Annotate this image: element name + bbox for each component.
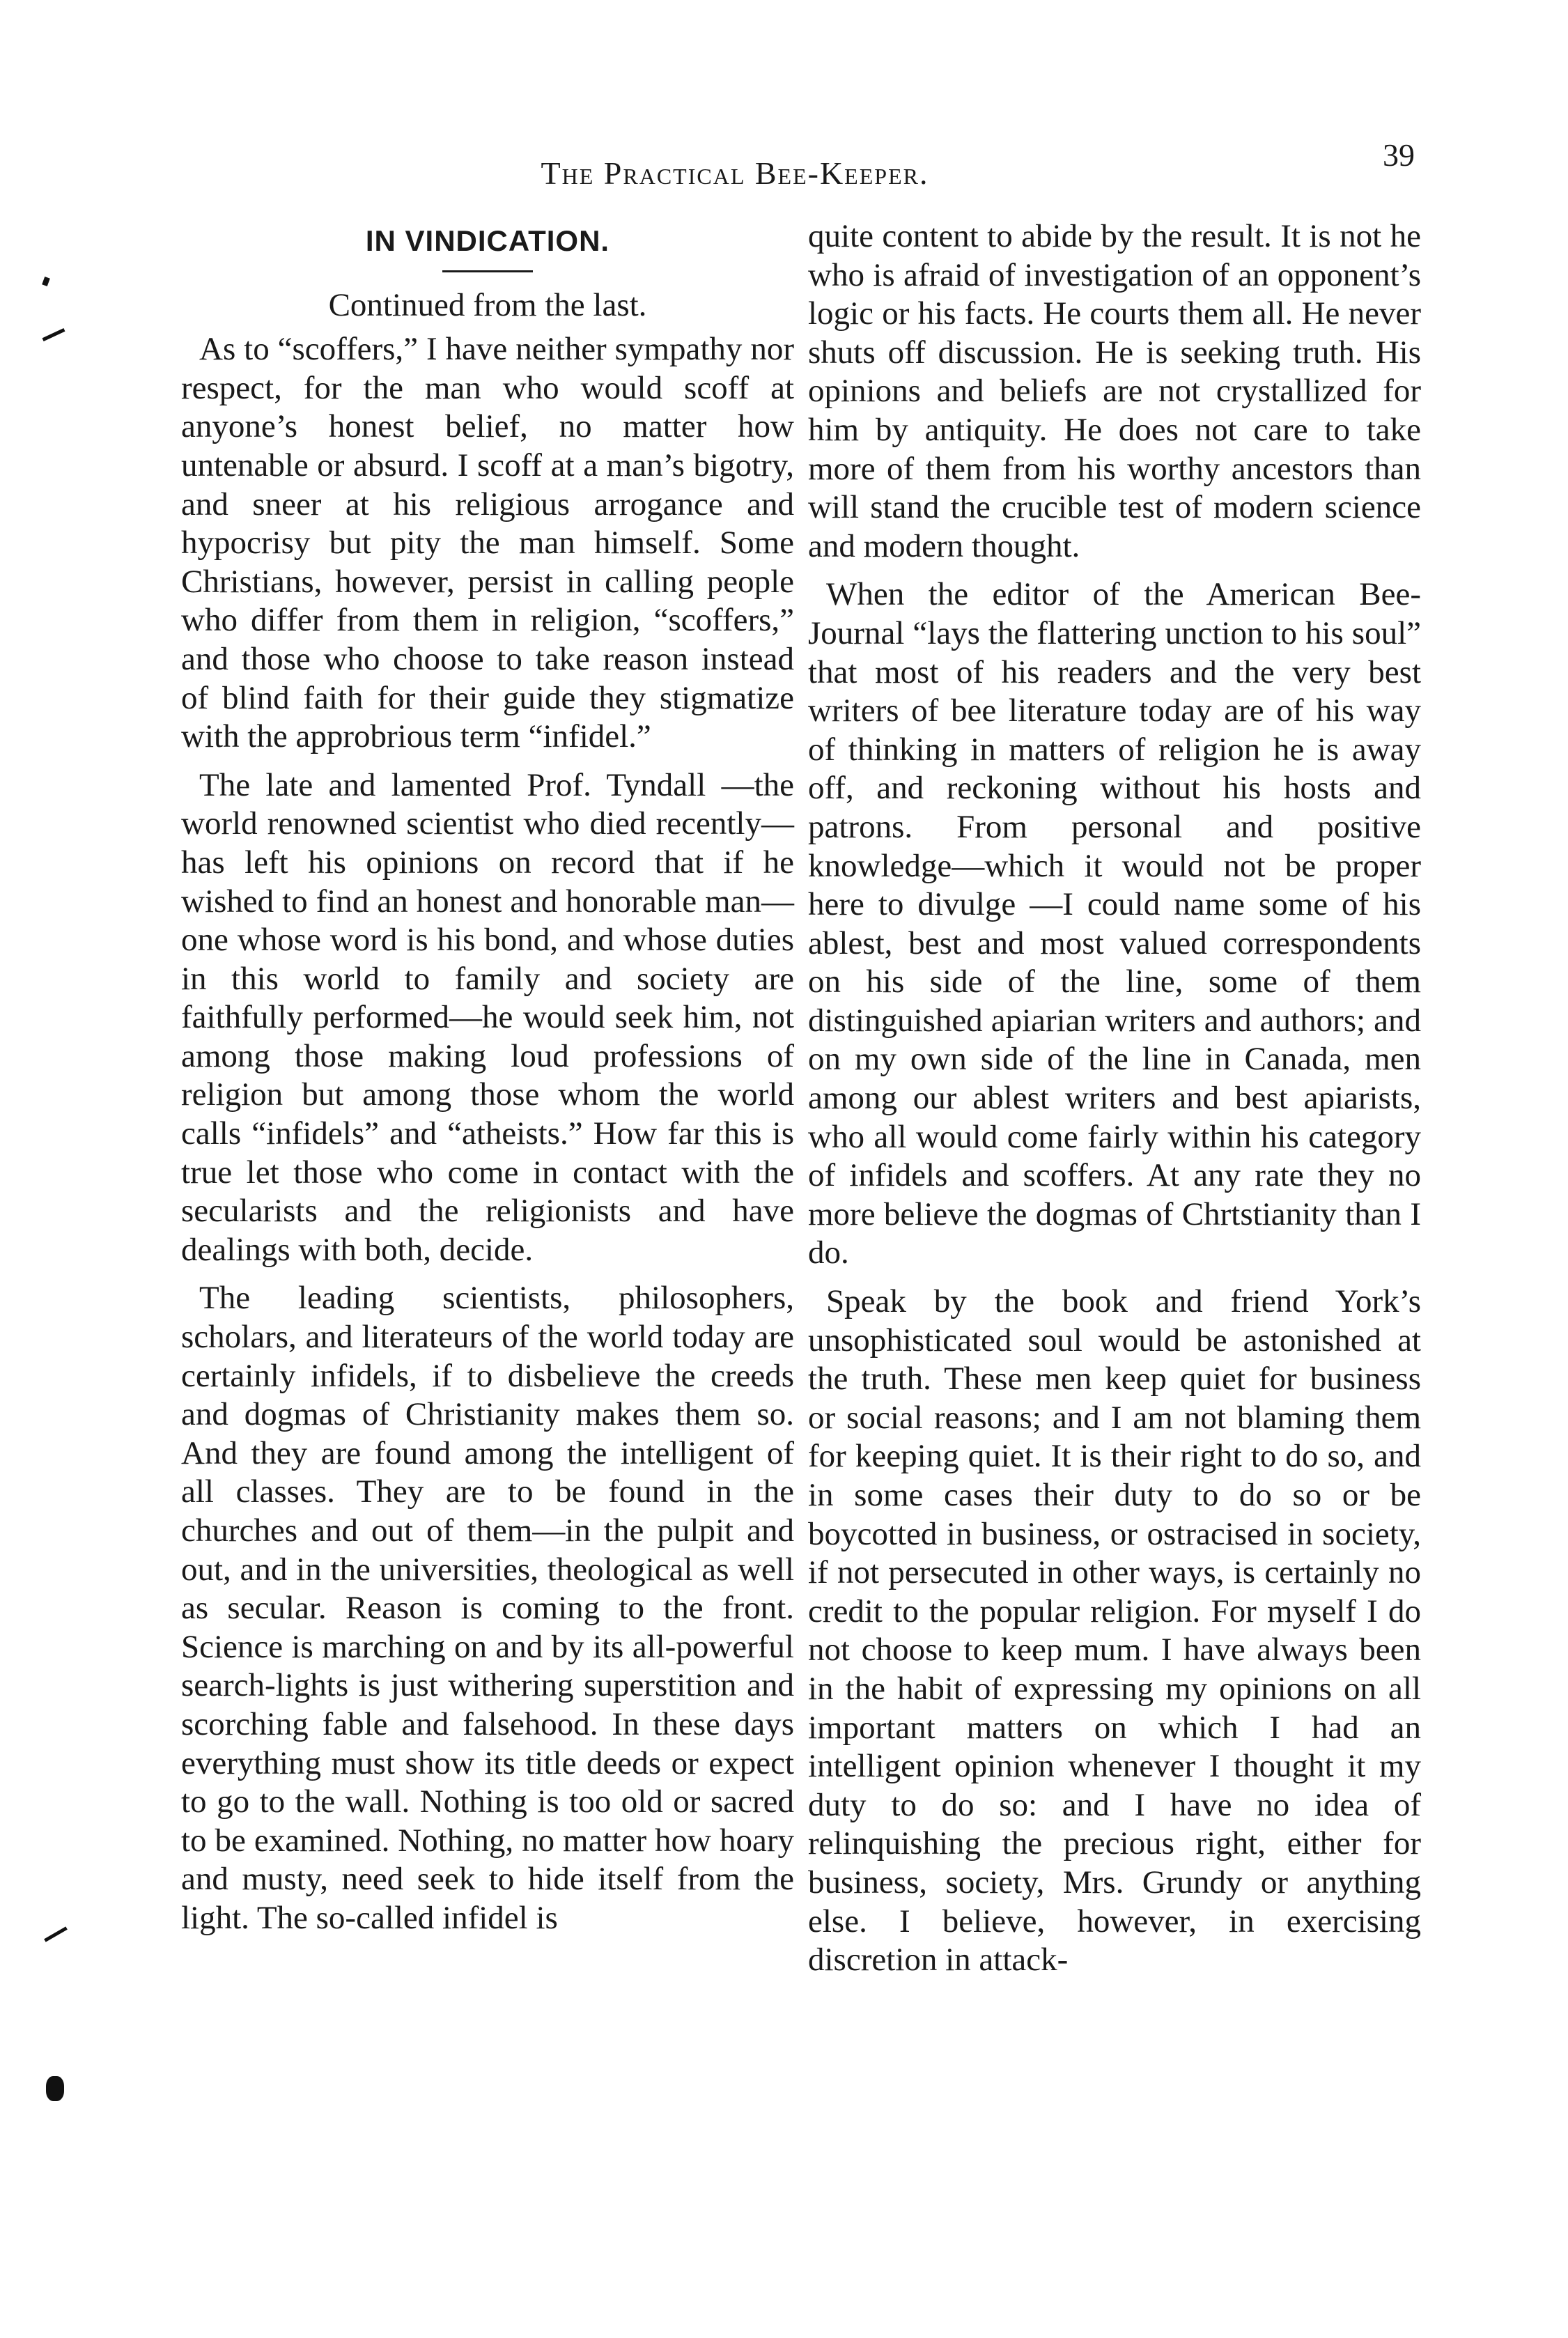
page-number: 39	[1383, 137, 1415, 173]
paragraph: The late and lamented Prof. Tyndall —the world renowned scientist who died recently—has left his opinions on record that if he wished to find an honest and honorable man—one whose word is his bond, and whose duties in this world to family and society are faithfully performed—he would seek him, not among those making loud professions of religion but among those whom the world calls “infidels” and “atheists.” How far this is true let those who come in contact with the secularists and the religionists and have dealings with both, decide.	[181, 766, 794, 1268]
margin-mark	[44, 1926, 68, 1942]
paragraph-continuation: quite content to abide by the result. It is not he who is afraid of investigation of an opponent’s logic or his facts. He courts them all. He never shuts off discussion. He is seeking truth. His opinions and beliefs are not crystallized for him by antiquity. He does not care to take more of them from his worthy ancestors than will stand the crucible test of modern science and modern thought.	[808, 218, 1421, 564]
article-heading: IN VINDICATION.	[365, 224, 610, 257]
left-column	[181, 217, 794, 1948]
heading-rule	[442, 270, 533, 272]
margin-mark	[46, 2076, 64, 2101]
paragraph: Speak by the book and friend York’s unsophisticated soul would be astonished at the truth. These men keep quiet for business or social reasons; and I am not blaming them for keeping quiet. It is their right to do so, and in some cases their duty to do so or be boycotted in business, or ostracised in society, if not persecuted in other ways, is certainly no credit to the popular religion. For myself I do not choose to keep mum. I have always been in the habit of expressing my opinions on all important matters on which I had an intelligent opinion whenever I thought it my duty to do so: and I have no idea of relinquishing the precious right, either for business, society, Mrs. Grundy or anything else. I believe, however, in exercising discretion in attack-	[808, 1283, 1421, 1979]
running-title: The Practical Bee-Keeper.	[541, 155, 929, 191]
paragraph: The leading scientists, philosophers, scholars, and literateurs of the world today are certainly infidels, if to disbelieve the creeds and dogmas of Christianity makes them so. And they are found among the intelligent of all classes. They are to be found in the churches and out of them—in the pulpit and out, and in the universities, theological as well as secular. Reason is coming to the front. Science is marching on and by its all-powerful search-lights is just withering superstition and scorching fable and falsehood. In these days everything must show its title deeds or expect to go to the wall. Nothing is too old or sacred to be examined. Nothing, no matter how hoary and musty, need seek to hide itself from the light. The so-called infidel is	[181, 1280, 794, 1936]
margin-mark	[42, 277, 50, 286]
margin-mark	[42, 328, 65, 341]
right-column	[808, 217, 1421, 1990]
article-subheading: Continued from the last.	[328, 286, 647, 323]
paragraph: When the editor of the American Bee-Journal “lays the flattering unction to his soul” that most of his readers and the very best writers of bee literature today are of his way of thinking in matters of religion he is away off, and reckoning without his hosts and patrons. From personal and positive knowledge—which it would not be proper here to divulge —I could name some of his ablest, best and most valued correspondents on his side of the line, some of them distinguished apiarian writers and authors; and on my own side of the line in Canada, men among our ablest writers and best apiarists, who all would come fairly within his category of infidels and scoffers. At any rate they no more believe the dogmas of Chrtstianity than I do.	[808, 576, 1421, 1271]
paragraph: As to “scoffers,” I have neither sympathy nor respect, for the man who would scoff at anyone’s honest belief, no matter how untenable or absurd. I scoff at a man’s bigotry, and sneer at his religious arrogance and hypocrisy but pity the man himself. Some Christians, however, persist in calling people who differ from them in religion, “scoffers,” and those who choose to take reason instead of blind faith for their guide they stigmatize with the approbrious term “infidel.”	[181, 331, 794, 755]
